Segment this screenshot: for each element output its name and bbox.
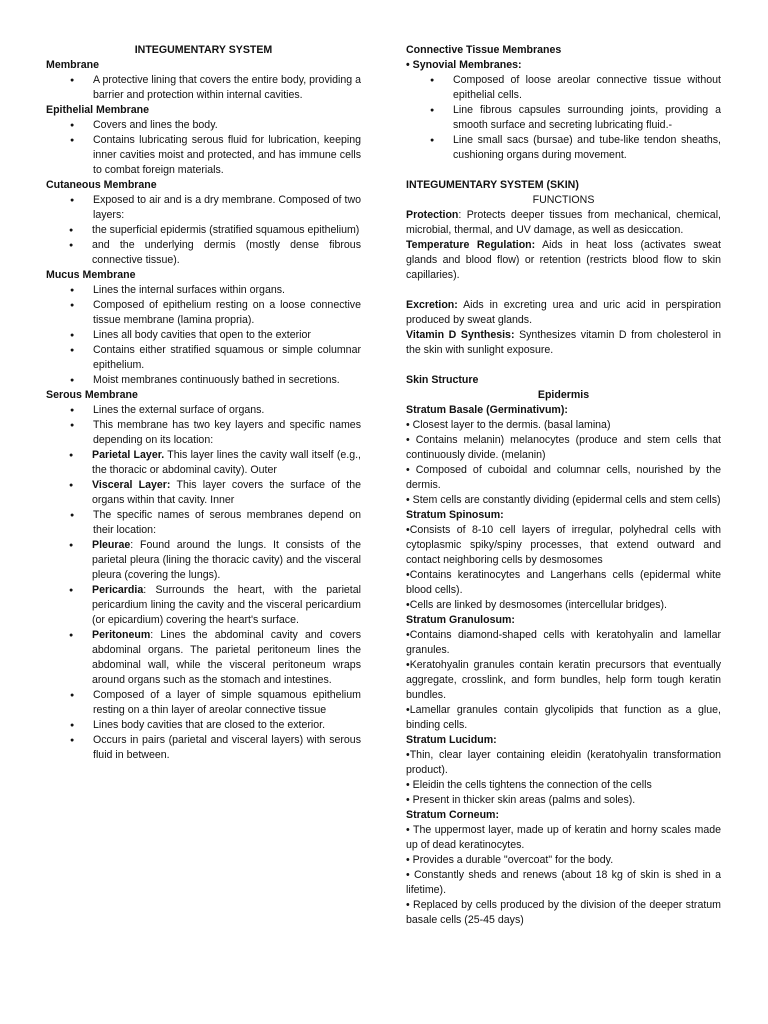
list-item: [46, 193, 361, 268]
list-item: ● Contains lubricating serous fluid for lubrication, keeping inner cavities moist and protected, and has immune cells to combat foreign materials.: [46, 133, 361, 178]
list-item: ● Moist membranes continuously bathed in secretions.: [46, 373, 361, 388]
membrane-list: [46, 73, 361, 103]
cutaneous-sublist: [46, 223, 361, 268]
corneum-line: • Replaced by cells produced by the division of the deeper stratum basale cells (25-45 days): [406, 899, 721, 926]
term: Vitamin D Synthesis:: [406, 329, 515, 341]
function-temperature: [406, 238, 721, 283]
definition: : Found around the lungs. It consists of the parietal pleura (lining the thoracic cavity) and the visceral pleura (covering the lungs).: [92, 539, 361, 581]
sublist-item: [46, 628, 361, 688]
term: Pleurae: [92, 539, 131, 551]
synovial-heading: • Synovial Membranes:: [406, 59, 522, 71]
serous-heading: Serous Membrane: [46, 389, 138, 401]
definition: : Surrounds the heart, with the parietal pericardium lining the cavity and the visceral pericardium (or epicardium) covering the heart's surface.: [92, 584, 361, 626]
granulosum-line: •Lamellar granules contain glycolipids that function as a glue, binding cells.: [406, 704, 721, 731]
list-item-text: ● Exposed to air and is a dry membrane. Composed of two layers:: [93, 194, 361, 221]
skin-heading: INTEGUMENTARY SYSTEM (SKIN): [406, 179, 579, 191]
cutaneous-heading: Cutaneous Membrane: [46, 179, 157, 191]
sublist-item: ● and the underlying dermis (mostly dense fibrous connective tissue).: [46, 238, 361, 268]
sublist-item: ● the superficial epidermis (stratified squamous epithelium): [46, 223, 361, 238]
definition: This layer lines the cavity wall itself (e.g., the thoracic or abdominal cavity). Outer: [92, 449, 361, 476]
serous-layers-list: [46, 448, 361, 508]
definition: Aids in heat loss (activates sweat glands and blood flow) or retention (restricts blood flow to skin capillaries).: [406, 239, 721, 281]
cutaneous-list: [46, 193, 361, 268]
sublist-item: [46, 538, 361, 583]
function-excretion: [406, 298, 721, 328]
corneum-line: • The uppermost layer, made up of keratin and horny scales made up of dead keratinocytes.: [406, 824, 721, 851]
left-column: [46, 43, 361, 763]
skin-structure-heading: Skin Structure: [406, 374, 479, 386]
mucus-heading: Mucus Membrane: [46, 269, 136, 281]
term: Excretion:: [406, 299, 458, 311]
lucidum-line: • Present in thicker skin areas (palms and soles).: [406, 794, 636, 806]
sublist-item: [46, 478, 361, 508]
epidermis-heading: Epidermis: [537, 389, 590, 401]
list-item-text: ● The specific names of serous membranes depend on their location:: [93, 509, 361, 536]
term: Protection: [406, 209, 459, 221]
lucidum-line: • Eleidin the cells tightens the connection of the cells: [406, 779, 652, 791]
corneum-line: • Provides a durable "overcoat" for the body.: [406, 854, 614, 866]
function-vitamin-d: [406, 328, 721, 358]
definition: This layer covers the surface of the organs within that cavity. Inner: [92, 479, 361, 506]
basale-line: • Stem cells are constantly dividing (epidermal cells and stem cells): [406, 494, 721, 506]
basale-heading: Stratum Basale (Germinativum):: [406, 404, 568, 416]
term: Pericardia: [92, 584, 144, 596]
definition: Aids in excreting urea and uric acid in perspiration produced by sweat glands.: [406, 299, 721, 326]
definition: : Protects deeper tissues from mechanical, chemical, microbial, thermal, and UV damage, as well as desiccation.: [406, 209, 721, 236]
term: Peritoneum: [92, 629, 151, 641]
mucus-list: [46, 283, 361, 388]
page-title: INTEGUMENTARY SYSTEM: [134, 44, 273, 56]
list-item: ● Contains either stratified squamous or simple columnar epithelium.: [46, 343, 361, 373]
definition: Synthesizes vitamin D from cholesterol in the skin with sunlight exposure.: [406, 329, 721, 356]
corneum-heading: Stratum Corneum:: [406, 809, 499, 821]
sublist-item: [46, 448, 361, 478]
basale-line: • Contains melanin) melanocytes (produce and stem cells that continuously divide. (melanin): [406, 434, 721, 461]
list-item: ● Lines all body cavities that open to the exterior: [46, 328, 361, 343]
functions-heading: FUNCTIONS: [532, 194, 595, 206]
list-item: [46, 508, 361, 688]
list-item: ● Composed of loose areolar connective tissue without epithelial cells.: [406, 73, 721, 103]
list-item: [46, 418, 361, 508]
spinosum-line: •Cells are linked by desmosomes (intercellular bridges).: [406, 599, 668, 611]
term: Temperature Regulation:: [406, 239, 536, 251]
list-item: ● Composed of epithelium resting on a loose connective tissue membrane (lamina propria).: [46, 298, 361, 328]
list-item: ● Line fibrous capsules surrounding joints, providing a smooth surface and secreting lubricating fluid.-: [406, 103, 721, 133]
membrane-heading: Membrane: [46, 59, 99, 71]
granulosum-line: •Contains diamond-shaped cells with keratohyalin and lamellar granules.: [406, 629, 721, 656]
term: Parietal Layer.: [92, 449, 165, 461]
spinosum-line: •Consists of 8-10 cell layers of irregular, polyhedral cells with cytoplasmic spiky/spiny processes, that extend outward and contact neighboring cells by desmosomes: [406, 524, 721, 566]
granulosum-heading: Stratum Granulosum:: [406, 614, 515, 626]
function-protection: [406, 208, 721, 238]
list-item: ● Lines body cavities that are closed to the exterior.: [46, 718, 361, 733]
serous-names-list: [46, 538, 361, 688]
spacer: [406, 283, 721, 298]
lucidum-heading: Stratum Lucidum:: [406, 734, 497, 746]
spacer: [406, 163, 721, 178]
list-item-text: ● This membrane has two key layers and specific names depending on its location:: [93, 419, 361, 446]
sublist-item: [46, 583, 361, 628]
list-item: ● Lines the external surface of organs.: [46, 403, 361, 418]
connective-heading: Connective Tissue Membranes: [406, 44, 562, 56]
corneum-line: • Constantly sheds and renews (about 18 kg of skin is shed in a lifetime).: [406, 869, 721, 896]
epithelial-heading: Epithelial Membrane: [46, 104, 150, 116]
spacer: [406, 358, 721, 373]
synovial-list: [406, 73, 721, 163]
list-item: ● Line small sacs (bursae) and tube-like tendon sheaths, cushioning organs during movement.: [406, 133, 721, 163]
serous-list: [46, 403, 361, 763]
basale-line: • Closest layer to the dermis. (basal lamina): [406, 419, 611, 431]
spinosum-heading: Stratum Spinosum:: [406, 509, 504, 521]
list-item: ● Lines the internal surfaces within organs.: [46, 283, 361, 298]
epithelial-list: [46, 118, 361, 178]
right-column: [406, 43, 721, 928]
list-item: ● Occurs in pairs (parietal and visceral layers) with serous fluid in between.: [46, 733, 361, 763]
definition: : Lines the abdominal cavity and covers abdominal organs. The parietal peritoneum lines the abdominal wall, while the visceral peritoneum wraps around organs such as the stomach and intestines.: [92, 629, 361, 686]
spinosum-line: •Contains keratinocytes and Langerhans cells (epidermal white blood cells).: [406, 569, 721, 596]
list-item: ● A protective lining that covers the entire body, providing a barrier and protection within internal cavities.: [46, 73, 361, 103]
term: Visceral Layer:: [92, 479, 171, 491]
granulosum-line: •Keratohyalin granules contain keratin precursors that eventually aggregate, crosslink, and form bundles, help form tough keratin bundles.: [406, 659, 721, 701]
list-item: ● Covers and lines the body.: [46, 118, 361, 133]
basale-line: • Composed of cuboidal and columnar cells, nourished by the dermis.: [406, 464, 721, 491]
lucidum-line: •Thin, clear layer containing eleidin (keratohyalin transformation product).: [406, 749, 721, 776]
list-item: ● Composed of a layer of simple squamous epithelium resting on a thin layer of areolar connective tissue: [46, 688, 361, 718]
